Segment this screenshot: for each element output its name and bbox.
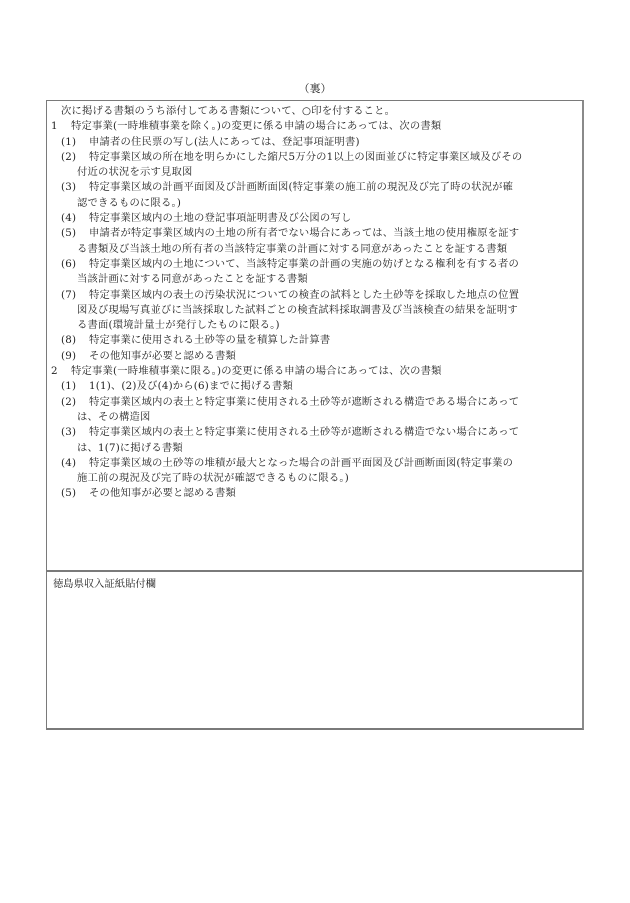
item-text: 当該計画に対する同意があったことを証する書類 [77, 273, 308, 286]
item-continuation-line [51, 441, 578, 456]
item-text: 申請者の住民票の写し(法人にあっては、登記事項証明書) [89, 135, 360, 148]
item-first-line [51, 288, 578, 303]
item-number: (5) [61, 487, 77, 500]
item-text: 特定事業区域内の土地について、当該特定事業の計画の実施の妨げとなる権利を有する者の [89, 257, 519, 270]
item-first-line [51, 379, 578, 394]
item-first-line [51, 135, 578, 150]
item-text: 特定事業区域内の表土と特定事業に使用される土砂等が遮断される構造でない場合にあって [89, 426, 520, 439]
item-continuation-line [51, 272, 578, 287]
document-list-item [51, 379, 578, 394]
item-first-line [51, 395, 578, 410]
document-list-item [51, 349, 578, 364]
item-number: (9) [61, 349, 77, 362]
document-list-item [51, 135, 578, 150]
section-number: 1 [51, 120, 58, 133]
section-2-items [51, 379, 578, 501]
item-number: (5) [61, 227, 77, 240]
item-text: 特定事業区域内の表土と特定事業に使用される土砂等が遮断される構造である場合にあって [89, 395, 520, 408]
item-number: (6) [61, 257, 77, 270]
document-list-item [51, 288, 578, 334]
item-text: 認できるものに限る。) [77, 196, 182, 209]
document-list-item [51, 211, 578, 226]
item-text: る書面(環境計量士が発行したものに限る。) [77, 319, 280, 332]
section-number: 2 [51, 365, 58, 378]
item-text: 特定事業区域内の土地の登記事項証明書及び公図の写し [89, 212, 352, 225]
item-continuation-line [51, 165, 578, 180]
section-title: 特定事業(一時堆積事業を除く。)の変更に係る申請の場合にあっては、次の書類 [71, 120, 442, 133]
section-title: 特定事業(一時堆積事業に限る。)の変更に係る申請の場合にあっては、次の書類 [71, 365, 442, 378]
item-first-line [51, 180, 578, 195]
item-number: (1) [61, 135, 77, 148]
page-heading: （裏） [298, 82, 332, 95]
item-first-line [51, 456, 578, 471]
item-number: (3) [61, 181, 77, 194]
item-first-line [51, 349, 578, 364]
item-number: (4) [61, 456, 77, 469]
item-number: (4) [61, 212, 77, 225]
item-number: (1) [61, 380, 77, 393]
item-continuation-line [51, 471, 578, 486]
item-text: 特定事業区域の所在地を明らかにした縮尺5万分の1以上の図面並びに特定事業区域及びその [89, 150, 523, 163]
item-text: 付近の状況を示す見取図 [77, 166, 193, 179]
section-1-items [51, 135, 578, 364]
item-number: (8) [61, 334, 77, 347]
item-number: (3) [61, 426, 77, 439]
document-list-item [51, 456, 578, 487]
item-text: は、その構造図 [77, 410, 151, 423]
item-text: 図及び現場写真並びに当該採取した試料ごとの検査試料採取調書及び当該検査の結果を証明す [77, 303, 518, 316]
item-text: 特定事業区域内の表土の汚染状況についての検査の試料とした土砂等を採取した地点の位置 [89, 288, 520, 301]
item-text: 特定事業区域の土砂等の堆積が最大となった場合の計画平面図及び計画断面図(特定事業の [89, 456, 514, 469]
revenue-stamp-area[interactable] [47, 572, 582, 728]
item-first-line [51, 486, 578, 501]
item-first-line [51, 226, 578, 241]
instructions-text: 次に掲げる書類のうち添付してある書類について、○印を付すること。 [61, 105, 396, 117]
document-list-item [51, 180, 578, 211]
item-text: 特定事業に使用される土砂等の量を積算した計算書 [89, 334, 331, 347]
attached-documents-section [47, 101, 582, 572]
item-continuation-line [51, 196, 578, 211]
item-first-line [51, 333, 578, 348]
document-list-item [51, 333, 578, 348]
item-number: (7) [61, 288, 77, 301]
item-text: 施工前の現況及び完了時の状況が確認できるものに限る。) [77, 472, 349, 485]
document-list-item [51, 257, 578, 288]
item-continuation-line [51, 242, 578, 257]
item-text: 特定事業区域の計画平面図及び計画断面図(特定事業の施工前の現況及び完了時の状況が確 [89, 181, 514, 194]
form-box [46, 100, 584, 730]
document-list-item [51, 150, 578, 181]
document-list-item [51, 226, 578, 257]
item-text: 1(1)、(2)及び(4)から(6)までに掲げる書類 [89, 380, 293, 393]
document-list-item [51, 395, 578, 426]
document-list-item [51, 486, 578, 501]
item-first-line [51, 150, 578, 165]
item-text: その他知事が必要と認める書類 [89, 487, 236, 500]
item-text: その他知事が必要と認める書類 [89, 349, 236, 362]
section-1-heading [51, 119, 578, 134]
item-continuation-line [51, 303, 578, 318]
revenue-stamp-label: 徳島県収入証紙貼付欄 [53, 578, 156, 590]
item-text: は、1(7)に掲げる書類 [77, 441, 183, 454]
document-list-item [51, 425, 578, 456]
item-first-line [51, 257, 578, 272]
item-number: (2) [61, 395, 77, 408]
item-first-line [51, 211, 578, 226]
item-continuation-line [51, 410, 578, 425]
item-text: 申請者が特定事業区域内の土地の所有者でない場合にあっては、当該土地の使用権原を証す [89, 227, 520, 240]
item-continuation-line [51, 318, 578, 333]
section-2-heading [51, 364, 578, 379]
item-first-line [51, 425, 578, 440]
item-text: る書類及び当該土地の所有者の当該特定事業の計画に対する同意があったことを証する書類 [77, 242, 508, 255]
item-number: (2) [61, 150, 77, 163]
